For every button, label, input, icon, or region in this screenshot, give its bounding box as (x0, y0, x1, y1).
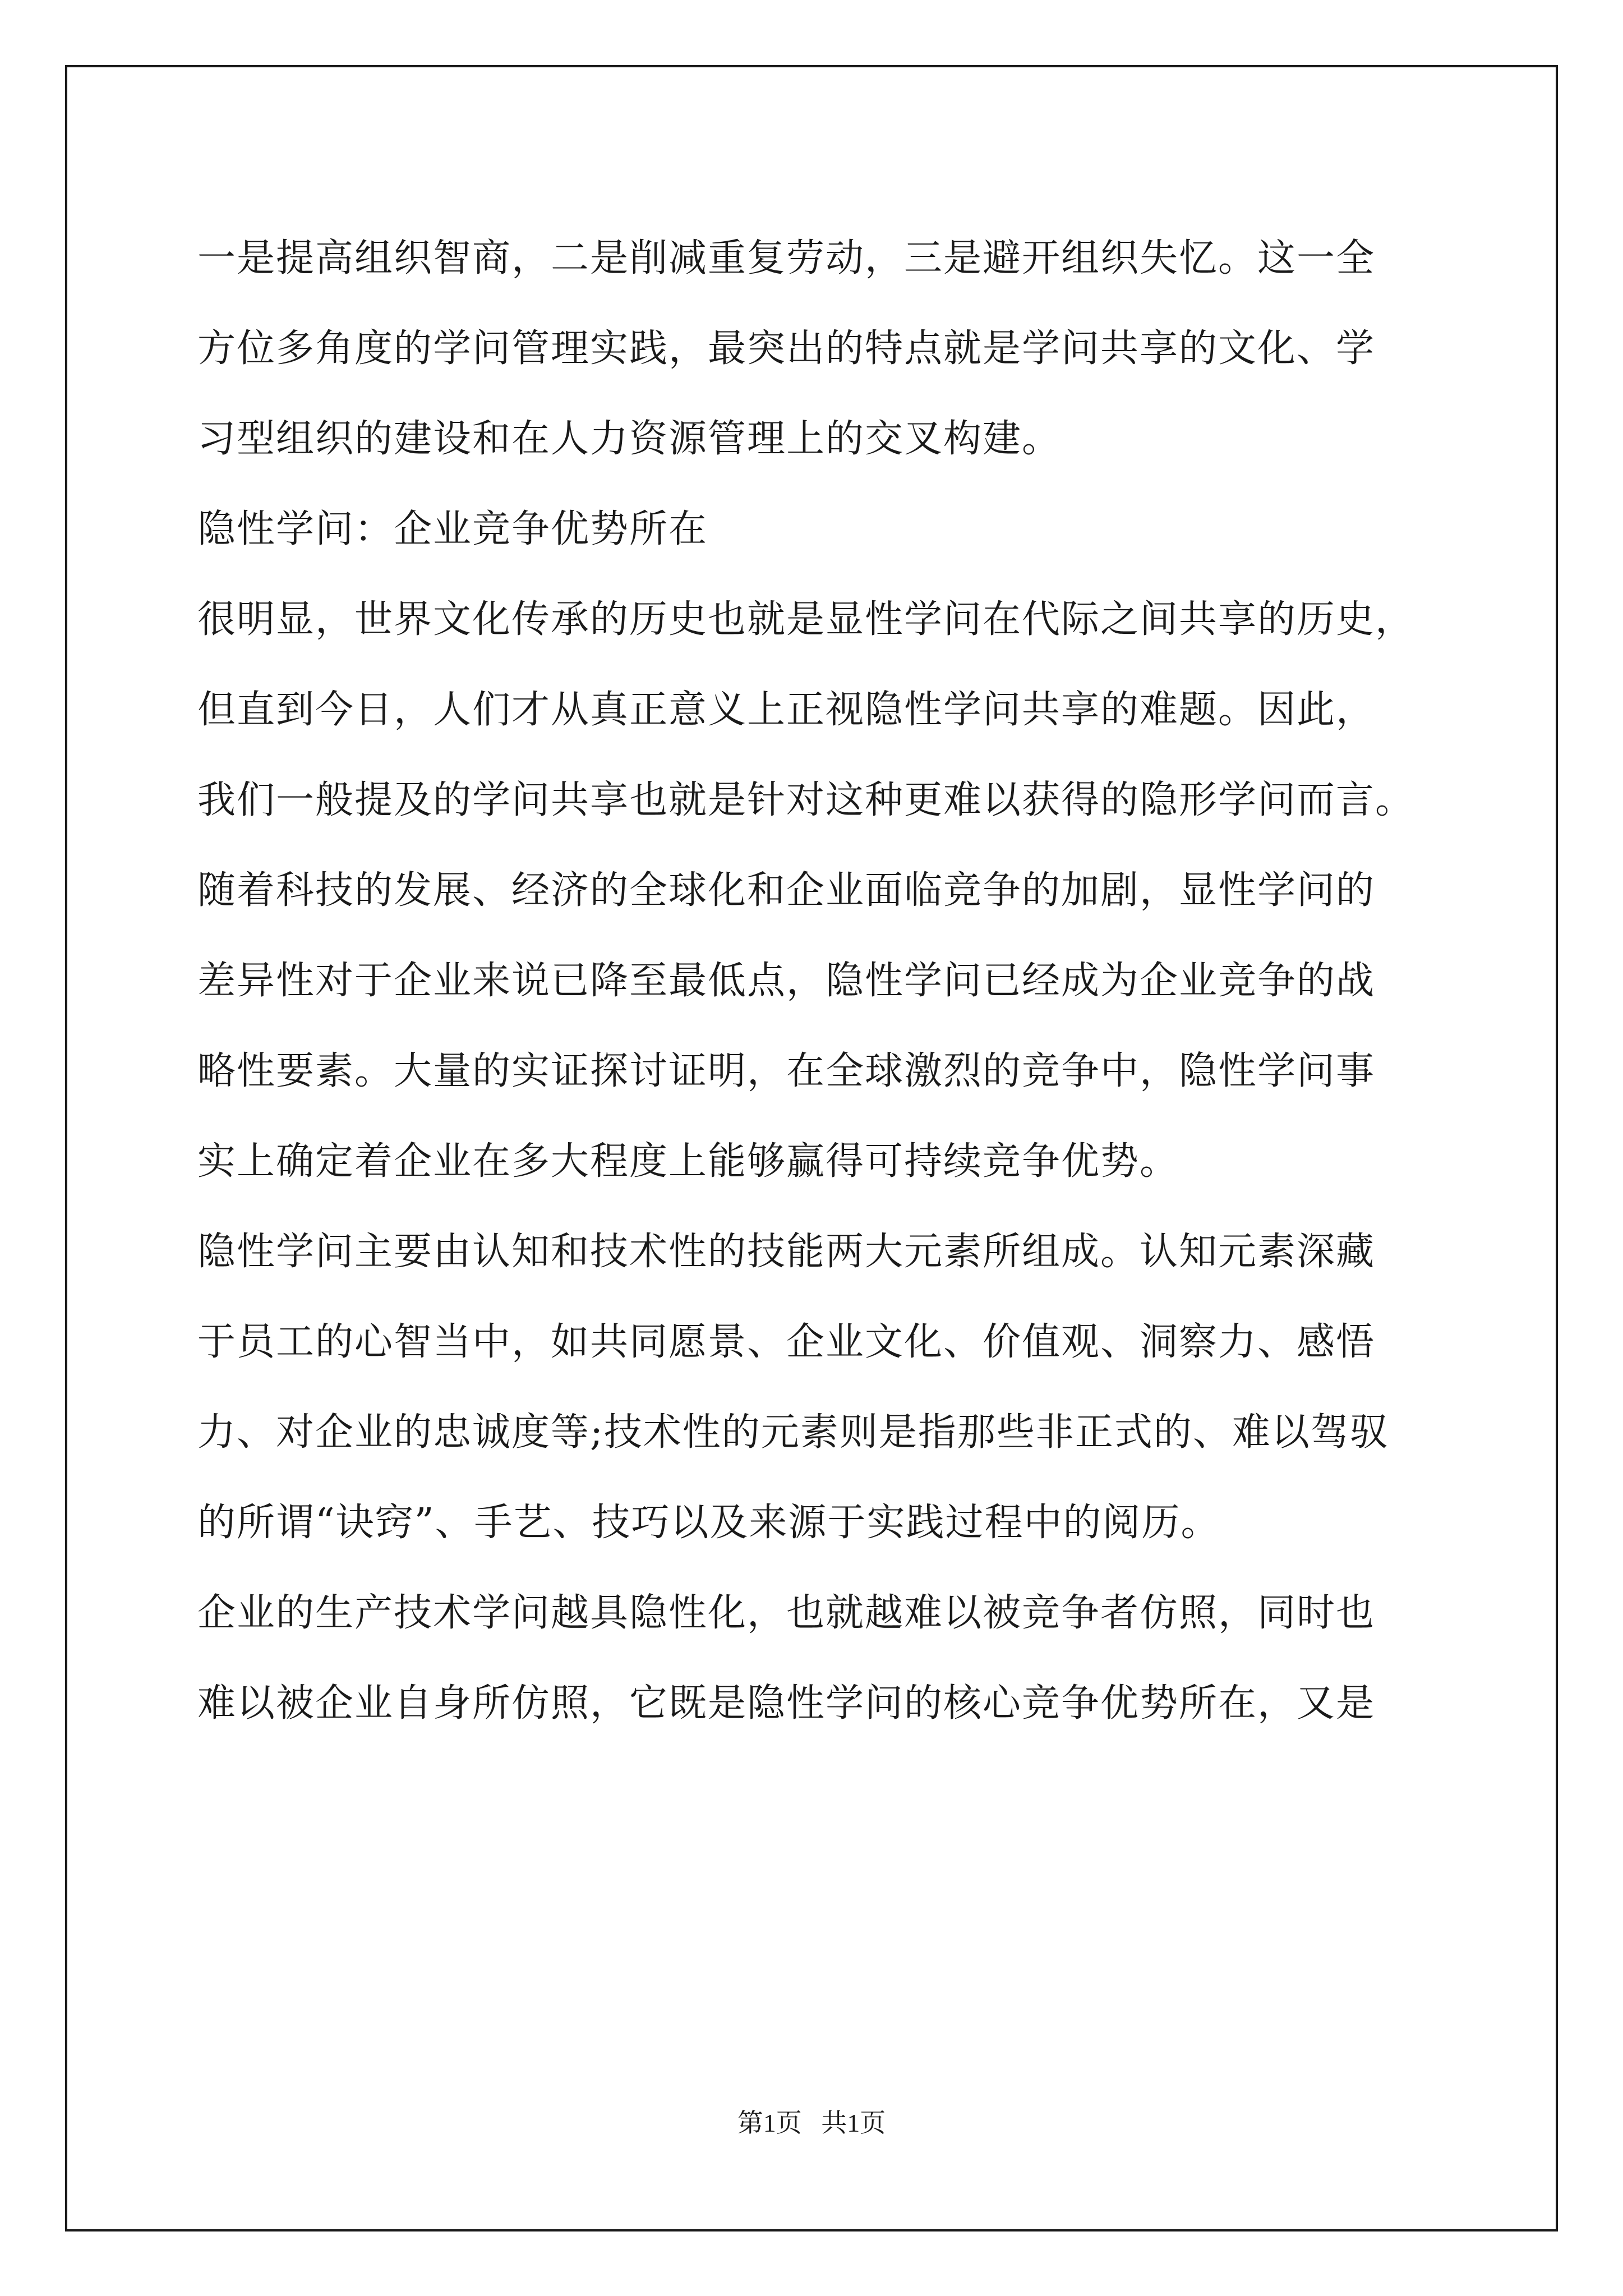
text-line: 隐性学问主要由认知和技术性的技能两大元素所组成。认知元素深藏 (197, 1230, 1376, 1274)
text-line: 我们一般提及的学问共享也就是针对这种更难以获得的隐形学问而言。 (197, 778, 1415, 822)
text-line: 实上确定着企业在多大程度上能够赢得可持续竞争优势。 (197, 1139, 1179, 1184)
text-line: 方位多角度的学问管理实践，最突出的特点就是学问共享的文化、学 (197, 326, 1376, 371)
page-number-footer: 第1页 共1页 (737, 2109, 886, 2137)
document-body (197, 213, 1431, 1749)
text-line: 略性要素。大量的实证探讨证明，在全球激烈的竞争中，隐性学问事 (197, 1049, 1376, 1093)
text-line: 企业的生产技术学问越具隐性化，也就越难以被竞争者仿照，同时也 (197, 1591, 1376, 1635)
text-line: 随着科技的发展、经济的全球化和企业面临竞争的加剧，显性学问的 (197, 868, 1376, 913)
text-line: 的所谓“诀窍”、手艺、技巧以及来源于实践过程中的阅历。 (197, 1501, 1220, 1545)
section-heading: 隐性学问：企业竞争优势所在 (197, 507, 708, 551)
text-line: 于员工的心智当中，如共同愿景、企业文化、价值观、洞察力、感悟 (197, 1320, 1376, 1364)
text-line: 差异性对于企业来说已降至最低点，隐性学问已经成为企业竞争的战 (197, 959, 1376, 1003)
text-line: 但直到今日，人们才从真正意义上正视隐性学问共享的难题。因此， (197, 688, 1376, 732)
text-line: 力、对企业的忠诚度等;技术性的元素则是指那些非正式的、难以驾驭 (197, 1410, 1389, 1455)
text-line: 很明显，世界文化传承的历史也就是显性学问在代际之间共享的历史， (197, 597, 1415, 642)
text-line: 一是提高组织智商，二是削减重复劳动，三是避开组织失忆。这一全 (197, 236, 1376, 280)
text-line: 难以被企业自身所仿照，它既是隐性学问的核心竞争优势所在，又是 (197, 1681, 1376, 1726)
text-line: 习型组织的建设和在人力资源管理上的交叉构建。 (197, 417, 1062, 461)
